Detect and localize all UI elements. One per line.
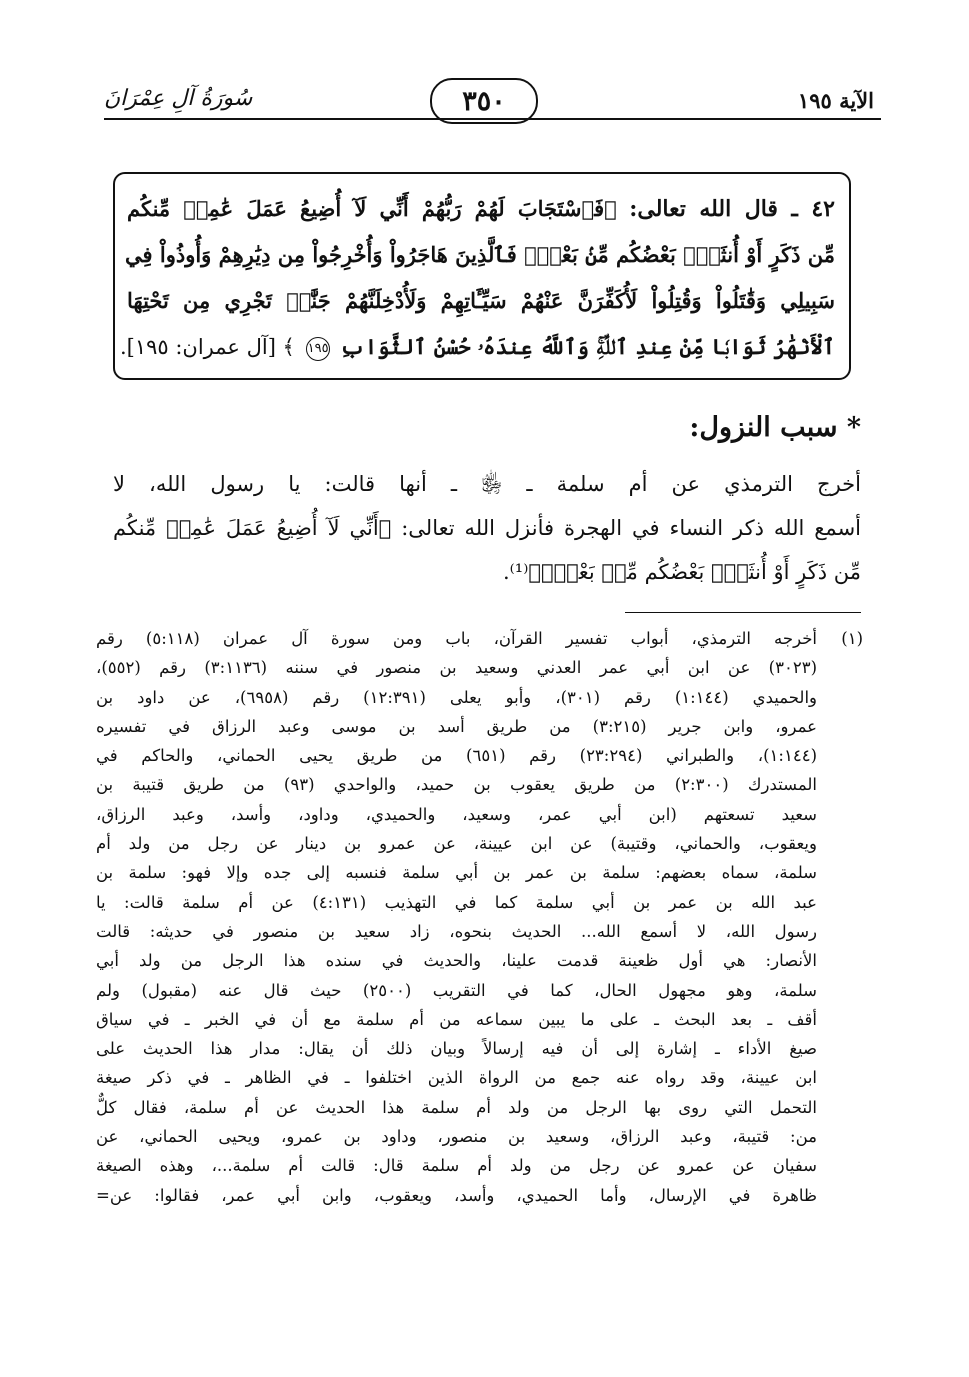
header-surah-name: سُورَةُ آلِ عِمْرَانَ: [104, 86, 253, 111]
footnote-line: سلمة، وهو مجهول الحال، كما في التقريب (٢٥٠٠) حيث قال عنه (مقبول) ولم: [96, 980, 817, 1000]
footnote-line: ظاهرة في الإرسال، وأما الحميدي، وأسد، ويعقوب، وابن أبي عمر، فقالوا: عن=: [96, 1185, 817, 1205]
verse-line-text: ﴿فَٱسْتَجَابَ لَهُمْ رَبُّهُمْ أَنِّي لَآ أُضِيعُ عَمَلَ عَٰمِلٖ مِّنكُم: [127, 196, 617, 221]
footnote: [96, 624, 861, 1210]
verse-label: ٤٢ ـ قال الله تعالى:: [629, 196, 835, 222]
page-number: ٣٥٠: [462, 85, 506, 117]
footnote-line: أقف ـ بعد البحث ـ على ما يبين سماعه من أم سلمة مع أن في الخبر ـ في سياق: [96, 1009, 817, 1029]
ayah-number-marker: ١٩٥: [306, 337, 330, 361]
footnote-line: [96, 624, 861, 653]
footnote-line: من: قتيبة، وعبد الرزاق، وسعيد بن منصور، وداود بن عمرو، ويحيى الحماني، عن: [96, 1127, 817, 1147]
footnote-line: المستدرك (٢:٣٠٠) من طريق يعقوب بن حميد، والواحدي (٩٣) من طريق قتيبة بن: [96, 775, 817, 795]
verse-line: [127, 232, 835, 278]
footnote-line: عبد الله بن عمر بن أبي سلمة كما في التهذيب (٤:١٣١) عن أم سلمة قالت: يا: [96, 892, 817, 912]
footnote-line: ابن عيينة، وقد رواه عنه جمع من الرواة الذين اختلفوا ـ في الظاهر ـ في ذكر صيغة: [96, 1068, 817, 1088]
footnote-line: (١:١٤٤)، والطبراني (٢٣:٢٩٤) رقم (٦٥١) من طريق يحيى الحماني، والحاكم في: [96, 746, 817, 766]
verse-line-text: ٱلْأَنْهَٰرُ ثَوَابٗا مِّنْ عِندِ ٱللَّهِۚ وَٱللَّهُ عِندَهُۥ حُسْنُ ٱلثَّوَابِ: [340, 334, 835, 359]
body-line: أسمع الله ذكر النساء في الهجرة فأنزل الله تعالى: ﴿أَنِّي لَآ أُضِيعُ عَمَلَ عَٰمِلٖ مِّنكُم: [113, 516, 861, 540]
footnote-line: صيغ الأداء ـ إشارة إلى أن فيه إرسالاً وبيان ذلك أن يقال: مدار هذا الحديث على: [96, 1039, 817, 1059]
footnote-line: الأنصار: هي أول ظعينة قدمت علينا، والحديث في سنده هذا الرجل من ولد أبي: [96, 951, 817, 971]
body-line: مِّن ذَكَرٍ أَوْ أُنثَىٰۖ بَعْضُكُم مِّنۢ بَعْضٖۖ﴾⁽¹⁾.: [502, 560, 861, 584]
verse-line: [127, 186, 835, 232]
footnote-line: والحميدي (١:١٤٤) رقم (٣٠١)، وأبو يعلى (١٢:٣٩١) رقم (٦٩٥٨)، عن داود بن: [96, 687, 818, 707]
verse-box: [113, 172, 851, 380]
footnote-line: ويعقوب، والحماني، وقتيبة) عن ابن عيينة، عن عمرو بن دينار عن رجل من ولد أم: [96, 834, 817, 854]
footnote-line: التحمل التي روى بها الرجل من ولد أم سلمة هذا الحديث عن أم سلمة، فقال كلٌّ: [96, 1097, 817, 1117]
footnote-marker: (١): [841, 629, 863, 648]
section-title: * سبب النزول:: [689, 412, 861, 443]
section-body: [113, 462, 861, 594]
footnote-line: (٣٠٢٣) عن ابن أبي عمر العدني وسعيد بن منصور في سننه (٣:١١٣٦) رقم (٥٥٢)،: [96, 658, 817, 678]
footnote-divider: [625, 612, 861, 613]
footnote-line: عمرو، وابن جرير (٣:٢١٥) من طريق أسد بن موسى وعبد الرزاق في تفسيره: [96, 716, 817, 736]
header-divider: [104, 118, 881, 120]
footnote-line: رسول الله، لا أسمع الله... الحديث بنحوه، زاد سعيد بن منصور في حديثه: قالت: [96, 921, 817, 941]
verse-text: [119, 186, 835, 370]
verse-line: [127, 278, 835, 324]
footnote-line: سعيد تسعتهم (ابن أبي عمر، وسعيد، والحميدي، وداود، وأسد، وعبد الرزاق،: [96, 804, 817, 824]
verse-line-text: مِّن ذَكَرٍ أَوْ أُنثَىٰۖ بَعْضُكُم مِّنۢ بَعْضٖۖ فَٱلَّذِينَ هَاجَرُواْ وَأُخْرِجُواْ مِن دِيَٰرِهِمْ وَأُوذُواْ فِي: [125, 242, 835, 267]
verse-reference: ﴾ [آل عمران: ١٩٥].: [119, 335, 295, 359]
body-line: أخرج الترمذي عن أم سلمة ـ ﵂ ـ أنها قالت: يا رسول الله، لا: [113, 472, 861, 496]
verse-line-text: سَبِيلِي وَقَٰتَلُواْ وَقُتِلُواْ لَأُكَفِّرَنَّ عَنْهُمْ سَيِّـَٔاتِهِمْ وَلَأُدْخِلَنَّهُمْ جَنَّٰتٖ تَجْرِي مِن تَحْتِهَا: [127, 288, 835, 313]
footnote-line: سلمة، سماه بعضهم: سلمة بن عمر بن أبي سلمة فنسبه إلى جده وإلا فهو: سلمة بن: [96, 863, 817, 883]
footnote-line: سفيان عن عمرو عن رجل من ولد أم سلمة قال: قالت أم سلمة...، وهذه الصيغة: [96, 1156, 817, 1176]
verse-line: [119, 324, 835, 370]
header-ayah-label: الآية ١٩٥: [797, 88, 874, 113]
footnote-line-text: أخرجه الترمذي، أبواب تفسير القرآن، باب ومن سورة آل عمران (٥:١١٨) رقم: [96, 629, 817, 648]
